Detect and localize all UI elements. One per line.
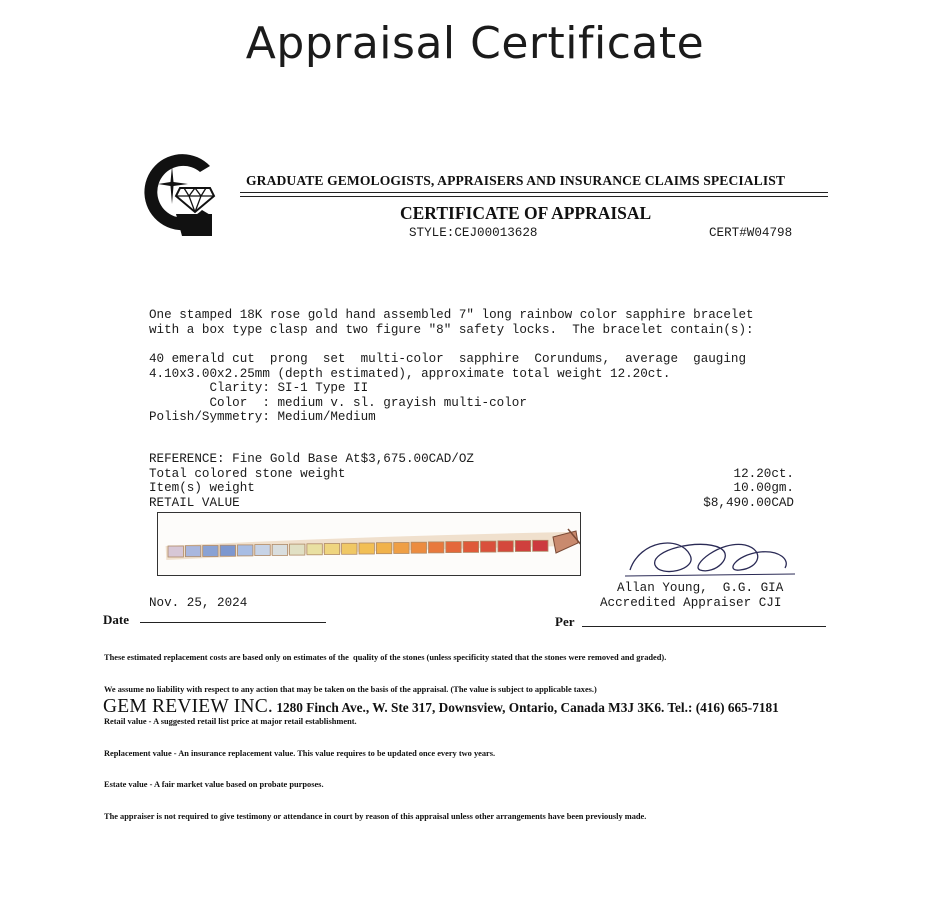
sapphire-stone (446, 542, 461, 553)
sapphire-stone (324, 544, 339, 555)
clarity-line: Clarity: SI-1 Type II (149, 381, 369, 395)
reference-block (149, 452, 794, 510)
disclaimer-line: We assume no liability with respect to any action that may be taken on the basis of the appraisal. (The value is subject to applicable taxes.) (104, 684, 597, 694)
disclaimer-line: Estate value - A fair market value based on probate purposes. (104, 780, 324, 790)
stone-weight-label: Total colored stone weight (149, 466, 346, 481)
stone-line: 4.10x3.00x2.25mm (depth estimated), approximate total weight 12.20ct. (149, 366, 671, 381)
per-line (582, 626, 826, 627)
appraiser-title: Accredited Appraiser CJI (600, 596, 782, 610)
retail-value-label: RETAIL VALUE (149, 495, 240, 510)
sapphire-stone (515, 541, 530, 552)
disclaimer-line: These estimated replacement costs are based only on estimates of the quality of the stones (unless specificity stated that the stones were removed and graded). (104, 653, 667, 663)
color-line: Color : medium v. sl. grayish multi-color (149, 395, 527, 410)
stone-line: 40 emerald cut prong set multi-color sapphire Corundums, average gauging (149, 352, 747, 366)
polish-line: Polish/Symmetry: Medium/Medium (149, 410, 376, 424)
page-title: Appraisal Certificate (245, 18, 705, 69)
stone-weight-value: 12.20ct. (733, 466, 794, 481)
description-line: with a box type clasp and two figure "8" safety locks. The bracelet contain(s): (149, 322, 754, 337)
item-weight-label: Item(s) weight (149, 481, 255, 495)
sapphire-stone (272, 544, 287, 555)
sapphire-stone (220, 545, 235, 556)
sapphire-stone (290, 544, 305, 555)
appraisal-date: Nov. 25, 2024 (149, 596, 248, 610)
footer-address: 1280 Finch Ave., W. Ste 317, Downsview, Ontario, Canada M3J 3K6. Tel.: (416) 665-7181 (273, 700, 779, 715)
header-rule (240, 192, 828, 193)
sapphire-stone (411, 542, 426, 553)
sapphire-stone (376, 543, 391, 554)
certificate-number: CERT#W04798 (709, 226, 793, 240)
description-line: One stamped 18K rose gold hand assembled 7" long rainbow color sapphire bracelet (149, 308, 754, 322)
disclaimers (104, 632, 666, 833)
sapphire-stone (481, 541, 496, 552)
disclaimer-line: Retail value - A suggested retail list price at major retail establishment. (104, 716, 357, 726)
signature-icon (620, 530, 800, 585)
disclaimer-line: The appraiser is not required to give testimony or attendance in court by reason of this appraisal unless other arrangements have been previously made. (104, 812, 647, 822)
bracelet-image (158, 513, 581, 576)
retail-value: $8,490.00CAD (703, 495, 794, 510)
footer-company: GEM REVIEW INC. (103, 696, 273, 717)
sapphire-stone (359, 543, 374, 554)
date-label: Date (103, 612, 129, 627)
header-rule (240, 196, 828, 197)
sapphire-stone (255, 545, 270, 556)
disclaimer-line: Replacement value - An insurance replacement value. This value requires to be updated once every two years. (104, 748, 496, 758)
item-weight-value: 10.00gm. (733, 481, 794, 495)
gold-base-reference: REFERENCE: Fine Gold Base At$3,675.00CAD/OZ (149, 452, 474, 466)
sapphire-stone (203, 546, 218, 557)
certificate-title: CERTIFICATE OF APPRAISAL (400, 203, 652, 223)
sapphire-stone (394, 543, 409, 554)
sapphire-stone (307, 544, 322, 555)
date-line (140, 622, 326, 623)
bracelet-photo (157, 512, 581, 576)
sapphire-stone (463, 541, 478, 552)
per-label: Per (555, 614, 575, 629)
gem-logo-icon (132, 148, 224, 240)
sapphire-stone (429, 542, 444, 553)
sapphire-stone (533, 540, 548, 551)
sapphire-stone (498, 541, 513, 552)
style-code: STYLE:CEJ00013628 (409, 226, 538, 240)
sapphire-stone (185, 546, 200, 557)
item-description (149, 308, 754, 337)
appraiser-name: Allan Young, G.G. GIA (617, 581, 784, 595)
sapphire-stone (342, 543, 357, 554)
header-tagline: GRADUATE GEMOLOGISTS, APPRAISERS AND INSURANCE CLAIMS SPECIALIST (246, 173, 786, 188)
footer (103, 696, 779, 718)
sapphire-stone (168, 546, 183, 557)
stone-details (149, 352, 746, 425)
sapphire-stone (238, 545, 253, 556)
